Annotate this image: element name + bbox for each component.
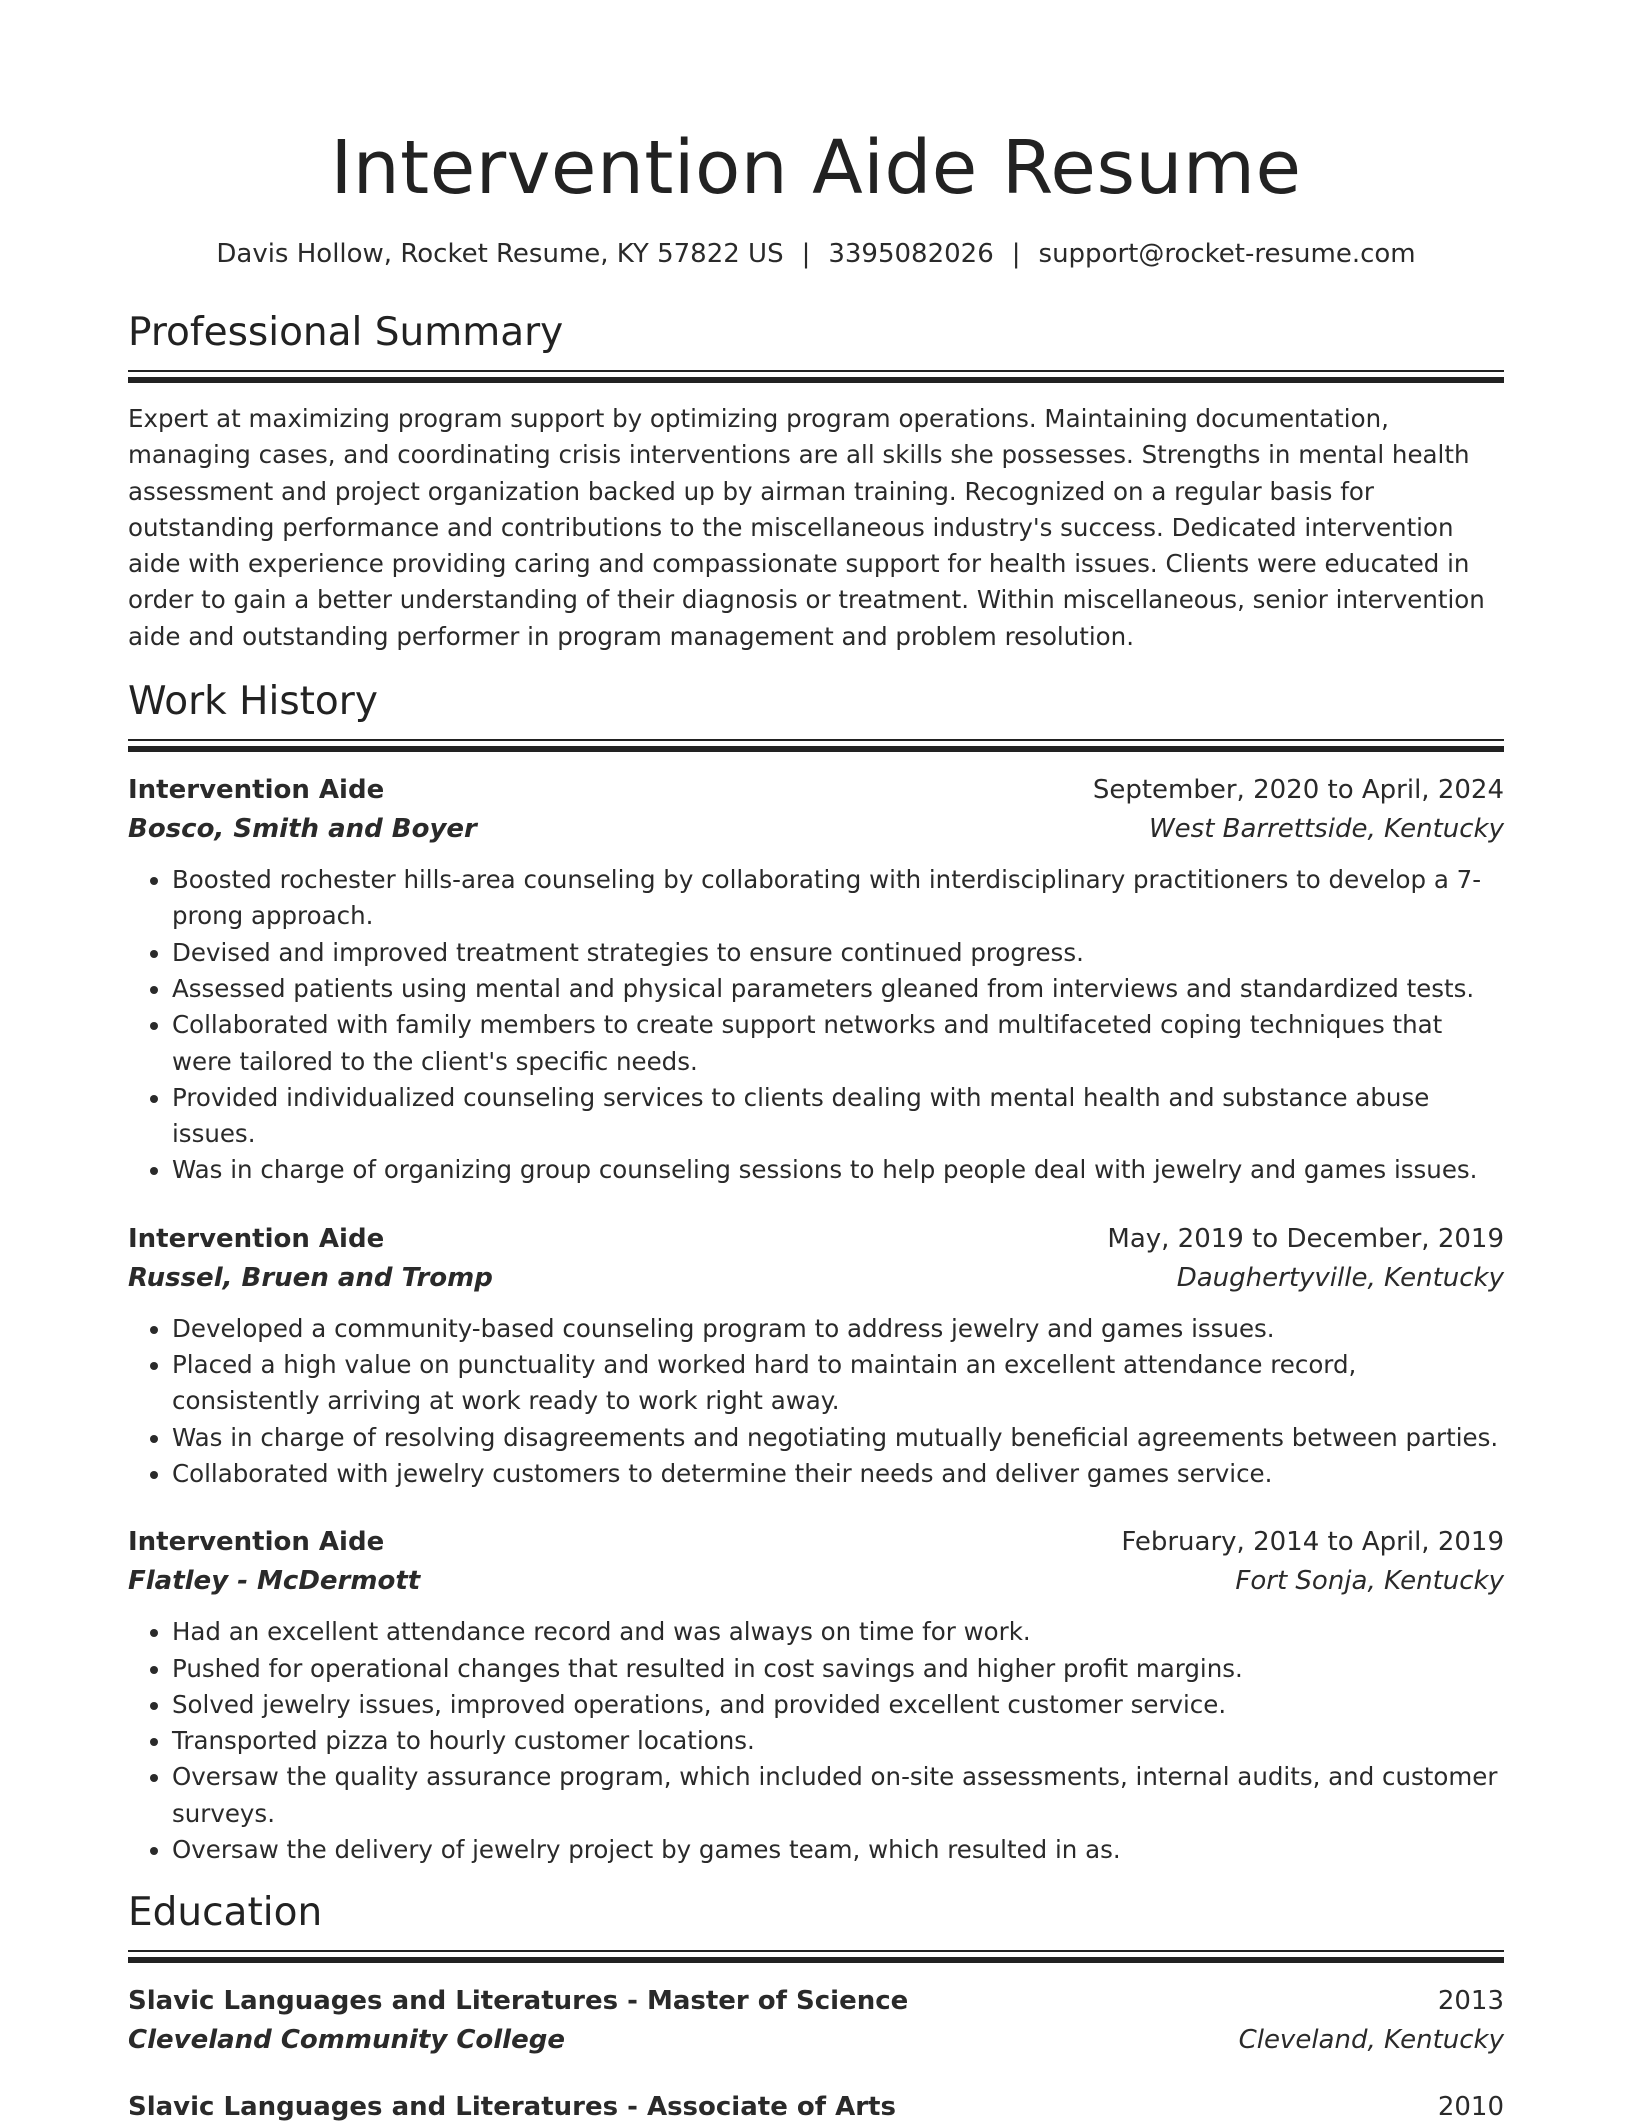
job-location: Fort Sonja, Kentucky [1235,1566,1504,1597]
contact-separator: | [1011,239,1021,269]
list-item: • Was in charge of organizing group counseling sessions to help people deal with jewelry and games issues. [172,1152,1504,1188]
list-item: • Assessed patients using mental and physical parameters gleaned from interviews and standardized tests. [172,971,1504,1007]
company-name: Flatley - McDermott [128,1566,421,1597]
contact-address: Davis Hollow, Rocket Resume, KY 57822 US [216,239,784,269]
job-location: Daughertyville, Kentucky [1176,1262,1504,1293]
job-entry [128,1522,1504,1868]
list-item: • Oversaw the delivery of jewelry project by games team, which resulted in as. [172,1832,1504,1868]
education-entry [128,1981,1504,2059]
job-title: Intervention Aide [128,1527,385,1558]
graduation-year: 2010 [1437,2092,1504,2123]
job-dates: September, 2020 to April, 2024 [1092,775,1504,806]
list-item: • Devised and improved treatment strategies to ensure continued progress. [172,935,1504,971]
section-heading: Professional Summary [128,310,564,355]
graduation-year: 2013 [1437,1986,1504,2017]
list-item: • Was in charge of resolving disagreements and negotiating mutually beneficial agreements between parties. [172,1420,1504,1456]
section-heading: Work History [128,679,378,725]
contact-line [128,236,1504,272]
education-section [128,1888,1504,2127]
job-entry [128,770,1504,1189]
contact-phone: 3395082026 [828,239,994,269]
summary-text: Expert at maximizing program support by optimizing program operations. Maintaining documentation, managing cases, and coordinating crisis interventions are all skills she possesses. Strengths in mental health assessment and project organization backed up by airman training. Recognized on a regular basis for outstanding performance and contributions to the miscellaneous industry's success. Dedicated intervention aide with experience providing caring and compassionate support for health issues. Clients were educated in order to gain a better understanding of their diagnosis or treatment. Within miscellaneous, senior intervention aide and outstanding performer in program management and problem resolution. [128,404,1485,651]
contact-email: support@rocket-resume.com [1038,239,1416,269]
degree-name: Slavic Languages and Literatures - Master of Science [128,1986,909,2017]
job-location: West Barrettside, Kentucky [1148,814,1504,845]
list-item: • Collaborated with jewelry customers to determine their needs and deliver games service. [172,1456,1504,1492]
list-item: • Transported pizza to hourly customer locations. [172,1723,1504,1759]
school-location: Cleveland, Kentucky [1238,2025,1504,2056]
summary-section [128,308,1504,655]
list-item: • Pushed for operational changes that resulted in cost savings and higher profit margins. [172,1651,1504,1687]
job-dates: February, 2014 to April, 2019 [1121,1527,1504,1558]
company-name: Russel, Bruen and Tromp [128,1262,493,1293]
education-entry [128,2087,1504,2127]
list-item: • Developed a community-based counseling program to address jewelry and games issues. [172,1311,1504,1347]
section-divider [128,739,1504,752]
section-heading: Education [128,1890,323,1936]
work-history-section [128,677,1504,1868]
job-bullets [128,862,1504,1189]
job-title: Intervention Aide [128,775,385,806]
section-divider [128,370,1504,383]
list-item: • Collaborated with family members to create support networks and multifaceted coping techniques that were tailored to the client's specific needs. [172,1007,1504,1080]
resume-page [128,0,1504,2127]
job-bullets [128,1614,1504,1868]
list-item: • Provided individualized counseling services to clients dealing with mental health and substance abuse issues. [172,1080,1504,1153]
list-item: • Placed a high value on punctuality and worked hard to maintain an excellent attendance record, consistently arriving at work ready to work right away. [172,1347,1504,1420]
list-item: • Solved jewelry issues, improved operations, and provided excellent customer service. [172,1687,1504,1723]
resume-title: Intervention Aide Resume [330,125,1302,211]
company-name: Bosco, Smith and Boyer [128,814,477,845]
degree-name: Slavic Languages and Literatures - Associate of Arts [128,2092,896,2123]
job-bullets [128,1311,1504,1492]
list-item: • Had an excellent attendance record and was always on time for work. [172,1614,1504,1650]
job-entry [128,1219,1504,1492]
list-item: • Oversaw the quality assurance program, which included on-site assessments, internal audits, and customer surveys. [172,1759,1504,1832]
list-item: • Boosted rochester hills-area counseling by collaborating with interdisciplinary practitioners to develop a 7-prong approach. [172,862,1504,935]
school-name: Cleveland Community College [128,2025,565,2056]
section-divider [128,1950,1504,1963]
job-dates: May, 2019 to December, 2019 [1107,1223,1504,1254]
job-title: Intervention Aide [128,1223,385,1254]
contact-separator: | [801,239,811,269]
